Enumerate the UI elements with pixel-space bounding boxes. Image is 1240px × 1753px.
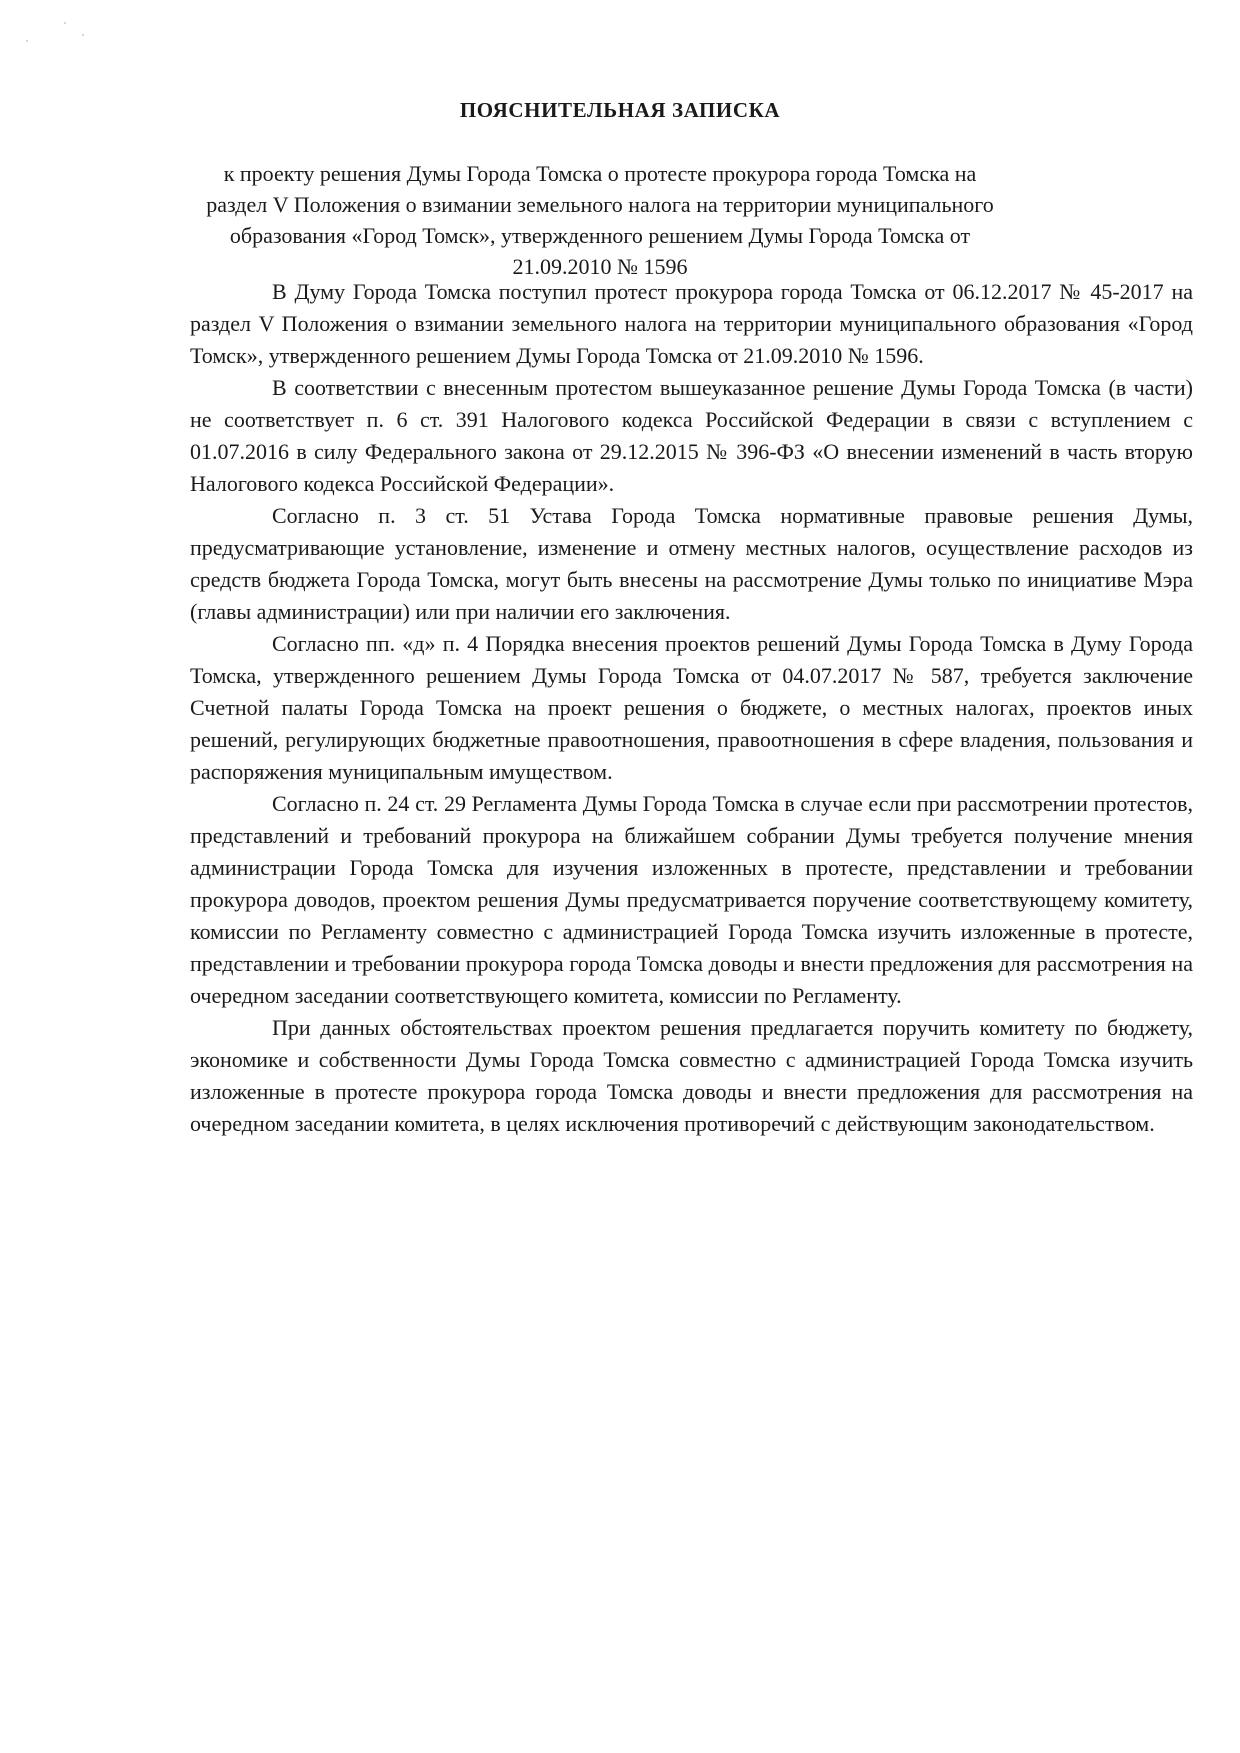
document-body <box>190 276 1193 1140</box>
paragraph: При данных обстоятельствах проектом решения предлагается поручить комитету по бюджету, экономике и собственности Думы Города Томска совместно с администрацией Города Томска изучить изложенные в протесте прокурора города Томска доводы и внести предложения для рассмотрения на очередном заседании комитета, в целях исключения противоречий с действующим законодательством. <box>190 1015 1193 1136</box>
document-title: ПОЯСНИТЕЛЬНАЯ ЗАПИСКА <box>459 98 781 122</box>
paragraph: Согласно п. 24 ст. 29 Регламента Думы Города Томска в случае если при рассмотрении протестов, представлений и требований прокурора на ближайшем собрании Думы требуется получение мнения администрации Города Томска для изучения изложенных в протесте, представлении и требовании прокурора доводов, проектом решения Думы предусматривается поручение соответствующему комитету, комиссии по Регламенту совместно с администрацией Города Томска изучить изложенные в протесте, представлении и требовании прокурора города Томска доводы и внести предложения для рассмотрения на очередном заседании соответствующего комитета, комиссии по Регламенту. <box>190 791 1193 1008</box>
document-subtitle: к проекту решения Думы Города Томска о протесте прокурора города Томска на раздел V Положения о взимании земельного налога на территории муниципального образования «Город Томск», утвержденного решением Думы Города Томска от 21.09.2010 № 1596 <box>206 161 994 279</box>
paragraph: Согласно пп. «д» п. 4 Порядка внесения проектов решений Думы Города Томска в Думу Города Томска, утвержденного решением Думы Города Томска от 04.07.2017 № 587, требуется заключение Счетной палаты Города Томска на проект решения о бюджете, о местных налогах, проектов иных решений, регулирующих бюджетные правоотношения, правоотношения в сфере владения, пользования и распоряжения муниципальным имуществом. <box>190 631 1193 784</box>
scan-speck <box>26 40 28 42</box>
scan-speck <box>82 34 84 36</box>
paragraph: Согласно п. 3 ст. 51 Устава Города Томска нормативные правовые решения Думы, предусматривающие установление, изменение и отмену местных налогов, осуществление расходов из средств бюджета Города Томска, могут быть внесены на рассмотрение Думы только по инициативе Мэра (главы администрации) или при наличии его заключения. <box>190 503 1193 624</box>
paragraph: В соответствии с внесенным протестом вышеуказанное решение Думы Города Томска (в части) не соответствует п. 6 ст. 391 Налогового кодекса Российской Федерации в связи с вступлением с 01.07.2016 в силу Федерального закона от 29.12.2015 № 396-ФЗ «О внесении изменений в часть вторую Налогового кодекса Российской Федерации». <box>190 375 1193 496</box>
scan-speck <box>64 22 66 24</box>
paragraph: В Думу Города Томска поступил протест прокурора города Томска от 06.12.2017 № 45-2017 на раздел V Положения о взимании земельного налога на территории муниципального образования «Город Томск», утвержденного решением Думы Города Томска от 21.09.2010 № 1596. <box>190 279 1193 368</box>
